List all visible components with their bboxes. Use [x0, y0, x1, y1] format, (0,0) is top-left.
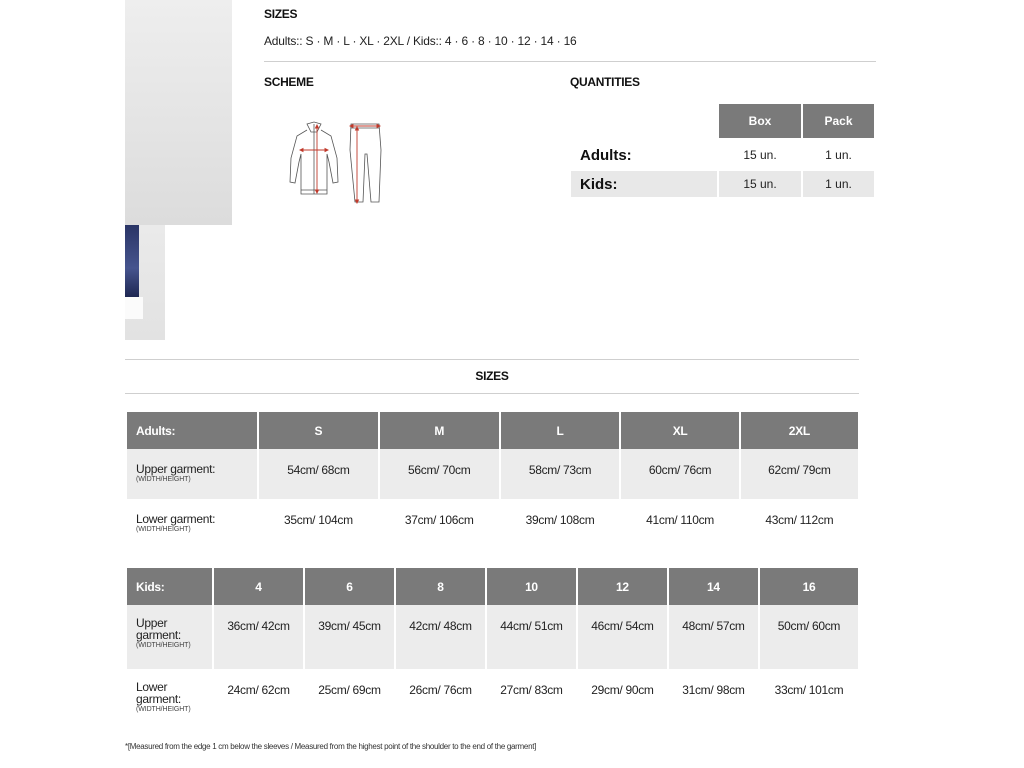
row-label — [127, 499, 257, 547]
table-cell: 43cm/ 112cm — [765, 513, 834, 527]
table-cell: 46cm/ 54cm — [578, 605, 667, 669]
qty-row-label: Adults: — [580, 146, 632, 164]
table-cell: 31cm/ 98cm — [682, 683, 745, 697]
table-row — [127, 449, 858, 499]
table-cell: 58cm/ 73cm — [501, 449, 620, 499]
row-label-text: garment: — [136, 628, 181, 642]
table-header-cell: L — [501, 412, 620, 449]
qty-row-adults — [571, 142, 874, 168]
qty-col-box: Box — [719, 104, 801, 138]
qty-col-pack: Pack — [803, 104, 874, 138]
product-photo — [125, 0, 232, 225]
quantities-table — [571, 104, 874, 200]
divider — [125, 393, 859, 394]
table-header-cell: 2XL — [741, 412, 858, 449]
table-row — [127, 605, 858, 669]
table-cell: 62cm/ 79cm — [741, 449, 858, 499]
table-header-cell: S — [259, 412, 378, 449]
table-cell: 29cm/ 90cm — [591, 683, 654, 697]
row-label-text: Upper — [136, 616, 168, 630]
qty-box-value: 15 un. — [719, 171, 801, 197]
table-header-cell: XL — [621, 412, 738, 449]
table-cell: 25cm/ 69cm — [318, 683, 381, 697]
sizes-heading: SIZES — [264, 7, 298, 21]
table-header-cell: 12 — [578, 568, 667, 605]
table-cell: 26cm/ 76cm — [409, 683, 472, 697]
table-header-cell: 14 — [669, 568, 758, 605]
table-header-row — [127, 412, 858, 449]
measurement-footnote: *[Measured from the edge 1 cm below the sleeves / Measured from the highest point of the shoulder to the end of the garment] — [125, 742, 537, 751]
table-cell: 56cm/ 70cm — [380, 449, 499, 499]
adults-size-table — [125, 412, 860, 547]
table-cell: 41cm/ 110cm — [646, 513, 714, 527]
size-tables-title: SIZES — [475, 369, 509, 383]
table-cell: 54cm/ 68cm — [259, 449, 378, 499]
row-label-sub: (WIDTH/HEIGHT) — [136, 706, 191, 713]
table-cell: 44cm/ 51cm — [487, 605, 576, 669]
table-row — [127, 499, 858, 547]
table-cell: 33cm/ 101cm — [774, 683, 844, 697]
tracksuit-scheme-icon — [287, 120, 392, 212]
scheme-heading: SCHEME — [264, 75, 314, 89]
row-label-sub: (WIDTH/HEIGHT) — [136, 642, 191, 649]
row-label — [127, 605, 212, 669]
qty-row-label: Kids: — [571, 171, 717, 197]
table-cell: 48cm/ 57cm — [669, 605, 758, 669]
garment-cuff — [125, 297, 143, 319]
table-row — [127, 669, 858, 731]
table-cell: 39cm/ 45cm — [305, 605, 394, 669]
sizes-list: Adults:: S · M · L · XL · 2XL / Kids:: 4 · 6 · 8 · 10 · 12 · 14 · 16 — [264, 34, 577, 48]
product-photo-detail — [125, 225, 165, 340]
divider — [264, 61, 876, 62]
table-header-cell: M — [380, 412, 499, 449]
table-cell: 35cm/ 104cm — [284, 513, 353, 527]
row-label-text: Lower garment: — [136, 512, 216, 526]
table-cell: 37cm/ 106cm — [404, 513, 474, 527]
table-cell: 39cm/ 108cm — [525, 513, 595, 527]
table-cell: 60cm/ 76cm — [621, 449, 738, 499]
qty-pack-value: 1 un. — [825, 148, 852, 162]
table-cell: 36cm/ 42cm — [214, 605, 303, 669]
quantities-heading: QUANTITIES — [570, 75, 640, 89]
garment-sleeve — [125, 225, 139, 297]
qty-pack-value: 1 un. — [803, 171, 874, 197]
row-label-text: Upper garment: — [136, 462, 216, 476]
row-label-text: Lower — [136, 680, 168, 694]
kids-size-table — [125, 568, 860, 731]
table-header-cell: 10 — [487, 568, 576, 605]
table-header-cell: Adults: — [127, 412, 257, 449]
row-label — [127, 669, 212, 731]
row-label-sub: (WIDTH/HEIGHT) — [136, 476, 191, 483]
divider — [125, 359, 859, 360]
table-header-cell: 8 — [396, 568, 485, 605]
table-header-row — [127, 568, 858, 605]
qty-box-value: 15 un. — [743, 148, 777, 162]
qty-row-kids — [571, 171, 874, 197]
table-cell: 42cm/ 48cm — [396, 605, 485, 669]
table-cell: 27cm/ 83cm — [500, 683, 563, 697]
table-cell: 50cm/ 60cm — [760, 605, 858, 669]
table-header-cell: 4 — [214, 568, 303, 605]
table-header-cell: 6 — [305, 568, 394, 605]
table-header-cell: Kids: — [127, 568, 212, 605]
row-label — [127, 449, 257, 499]
row-label-sub: (WIDTH/HEIGHT) — [136, 526, 191, 533]
table-cell: 24cm/ 62cm — [227, 683, 290, 697]
row-label-text: garment: — [136, 692, 181, 706]
table-header-cell: 16 — [760, 568, 858, 605]
